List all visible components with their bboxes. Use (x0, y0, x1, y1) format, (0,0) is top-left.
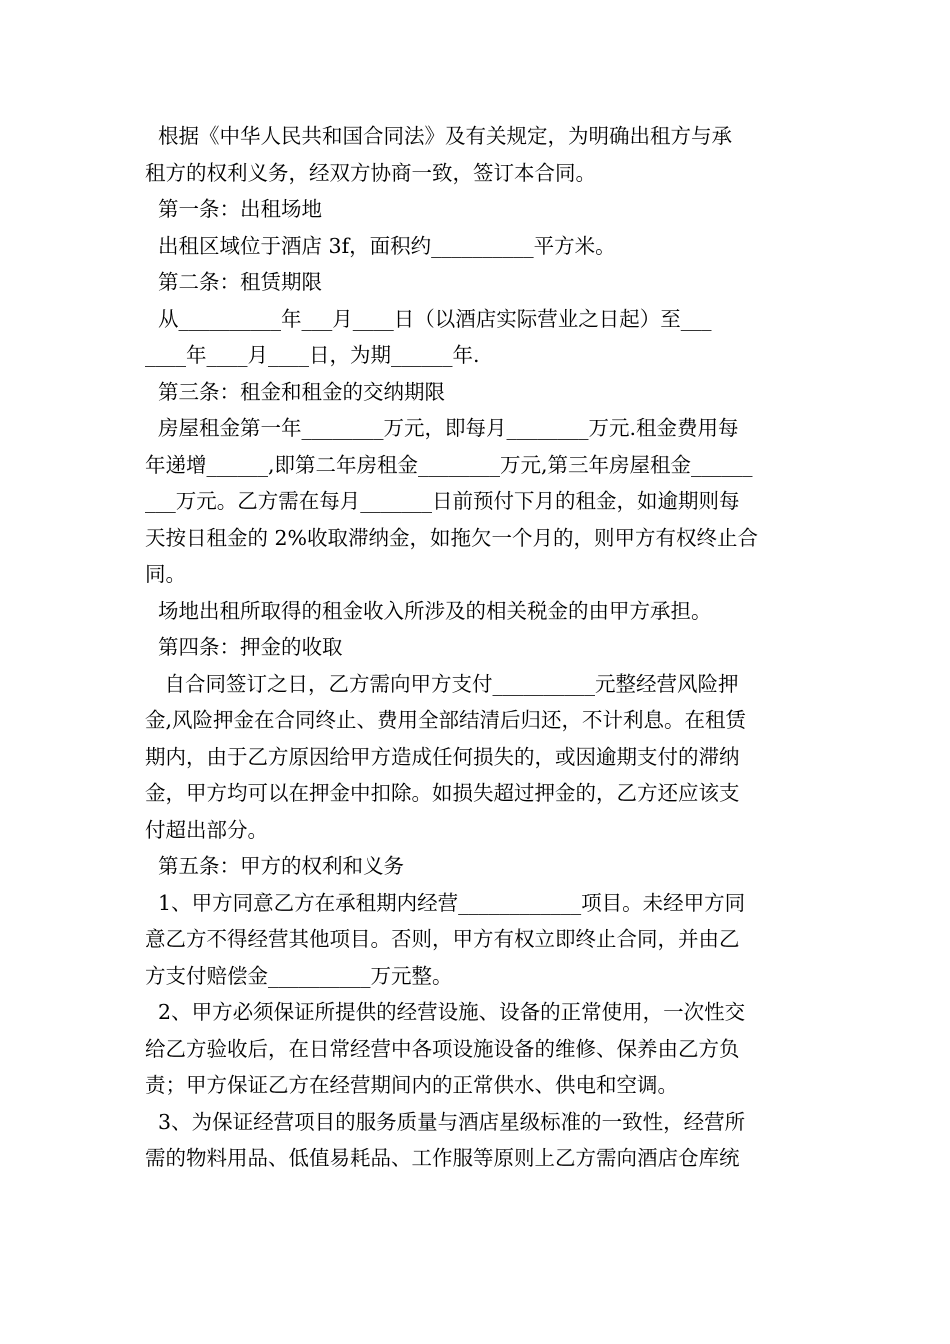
text-line: 2、甲方必须保证所提供的经营设施、设备的正常使用，一次性交 (145, 1000, 746, 1024)
text-line: 3、为保证经营项目的服务质量与酒店星级标准的一致性，经营所 (145, 1109, 746, 1134)
text-line: 需的物料用品、低值易耗品、工作服等原则上乙方需向酒店仓库统 (145, 1146, 740, 1170)
text-line: ___万元。乙方需在每月_______日前预付下月的租金，如逾期则每 (145, 489, 740, 513)
contract-document (145, 118, 805, 1177)
text-line: 金,风险押金在合同终止、费用全部结清后归还，不计利息。在租赁 (145, 708, 747, 732)
text-line: 租方的权利义务，经双方协商一致，签订本合同。 (145, 160, 596, 185)
text-line: 同。 (145, 562, 186, 586)
text-line: 责；甲方保证乙方在经营期间内的正常供水、供电和空调。 (145, 1073, 678, 1097)
text-line: 从__________年___月____日（以酒店实际营业之日起）至___ (145, 306, 712, 331)
text-line: ____年____月____日，为期______年. (145, 343, 480, 367)
text-line: 方支付赔偿金__________万元整。 (145, 963, 453, 988)
article-heading: 第四条：押金的收取 (145, 635, 343, 659)
text-line: 根据《中华人民共和国合同法》及有关规定，为明确出租方与承 (145, 124, 733, 148)
text-line: 天按日租金的 2%收取滞纳金，如拖欠一个月的，则甲方有权终止合 (145, 525, 759, 550)
text-line: 意乙方不得经营其他项目。否则，甲方有权立即终止合同，并由乙 (145, 927, 740, 951)
article-heading: 第三条：租金和租金的交纳期限 (145, 379, 446, 404)
text-line: 1、甲方同意乙方在承租期内经营____________项目。未经甲方同 (145, 890, 746, 915)
text-line: 金，甲方均可以在押金中扣除。如损失超过押金的，乙方还应该支 (145, 781, 740, 805)
article-heading: 第二条：租赁期限 (145, 270, 323, 294)
text-line: 期内，由于乙方原因给甲方造成任何损失的，或因逾期支付的滞纳 (145, 744, 740, 769)
text-line: 给乙方验收后，在日常经营中各项设施设备的维修、保养由乙方负 (145, 1036, 740, 1061)
text-line: 年递增______,即第二年房租金________万元,第三年房屋租金______ (145, 452, 753, 477)
text-line: 出租区域位于酒店 3f，面积约__________平方米。 (145, 233, 616, 258)
text-line: 场地出租所取得的租金收入所涉及的相关税金的由甲方承担。 (145, 598, 712, 623)
text-line: 付超出部分。 (145, 817, 268, 842)
article-heading: 第一条：出租场地 (145, 197, 323, 221)
text-line: 自合同签订之日，乙方需向甲方支付__________元整经营风险押 (145, 671, 739, 696)
text-line: 房屋租金第一年________万元，即每月________万元.租金费用每 (145, 416, 739, 440)
article-heading: 第五条：甲方的权利和义务 (145, 854, 405, 878)
